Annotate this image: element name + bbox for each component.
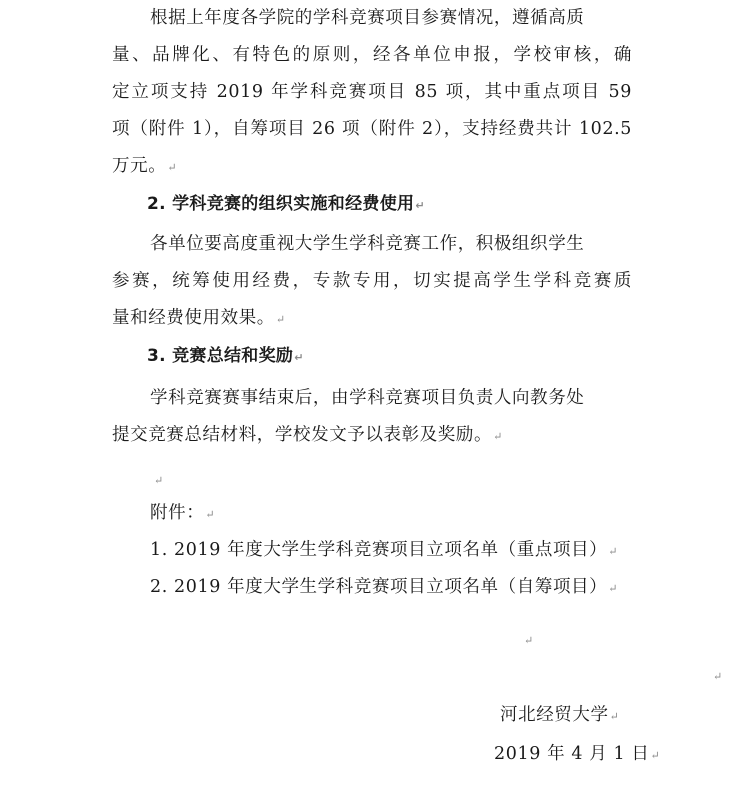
paragraph-mark-icon: ↵ <box>275 313 286 326</box>
paragraph-mark-icon: ↵ <box>608 545 619 558</box>
signature-organization: 河北经贸大学↵ <box>500 705 620 725</box>
paragraph-line: 提交竞赛总结材料，学校发文予以表彰及奖励。↵ <box>112 425 503 445</box>
paragraph-mark-icon: ↵ <box>609 710 620 723</box>
paragraph-line: 量、品牌化、有特色的原则，经各单位申报，学校审核，确 <box>112 45 632 65</box>
paragraph-mark-icon: ↵ <box>524 634 534 647</box>
paragraph-mark-icon: ↵ <box>493 430 503 443</box>
paragraph-mark-icon: ↵ <box>154 474 164 487</box>
section-heading: 3. 竞赛总结和奖励↵ <box>147 346 304 366</box>
paragraph-line: 定立项支持 2019 年学科竞赛项目 85 项，其中重点项目 59 <box>112 82 632 102</box>
paragraph-line: 参赛，统筹使用经费，专款专用，切实提高学生学科竞赛质 <box>112 271 632 291</box>
signature-date: 2019 年 4 月 1 日↵ <box>494 744 661 764</box>
paragraph-mark-icon: ↵ <box>167 161 178 174</box>
paragraph-mark-icon: ↵ <box>650 749 661 762</box>
paragraph-line: 量和经费使用效果。↵ <box>112 308 286 328</box>
attachments-label: 附件：↵ <box>150 503 216 523</box>
paragraph-mark-icon: ↵ <box>415 199 425 212</box>
attachment-item: 2. 2019 年度大学生学科竞赛项目立项名单（自筹项目）↵ <box>150 577 619 597</box>
paragraph-line: 根据上年度各学院的学科竞赛项目参赛情况，遵循高质 <box>150 8 585 28</box>
paragraph-mark-icon: ↵ <box>713 670 723 683</box>
section-heading: 2. 学科竞赛的组织实施和经费使用↵ <box>147 194 425 214</box>
paragraph-mark-icon: ↵ <box>608 582 619 595</box>
paragraph-line: 学科竞赛赛事结束后，由学科竞赛项目负责人向教务处 <box>150 388 585 408</box>
paragraph-mark-icon: ↵ <box>294 351 304 364</box>
attachment-item: 1. 2019 年度大学生学科竞赛项目立项名单（重点项目）↵ <box>150 540 619 560</box>
paragraph-line: 万元。↵ <box>112 156 178 176</box>
paragraph-mark-icon: ↵ <box>205 508 216 521</box>
paragraph-line: 各单位要高度重视大学生学科竞赛工作，积极组织学生 <box>150 234 585 254</box>
paragraph-line: 项（附件 1），自筹项目 26 项（附件 2），支持经费共计 102.5 <box>112 119 632 139</box>
